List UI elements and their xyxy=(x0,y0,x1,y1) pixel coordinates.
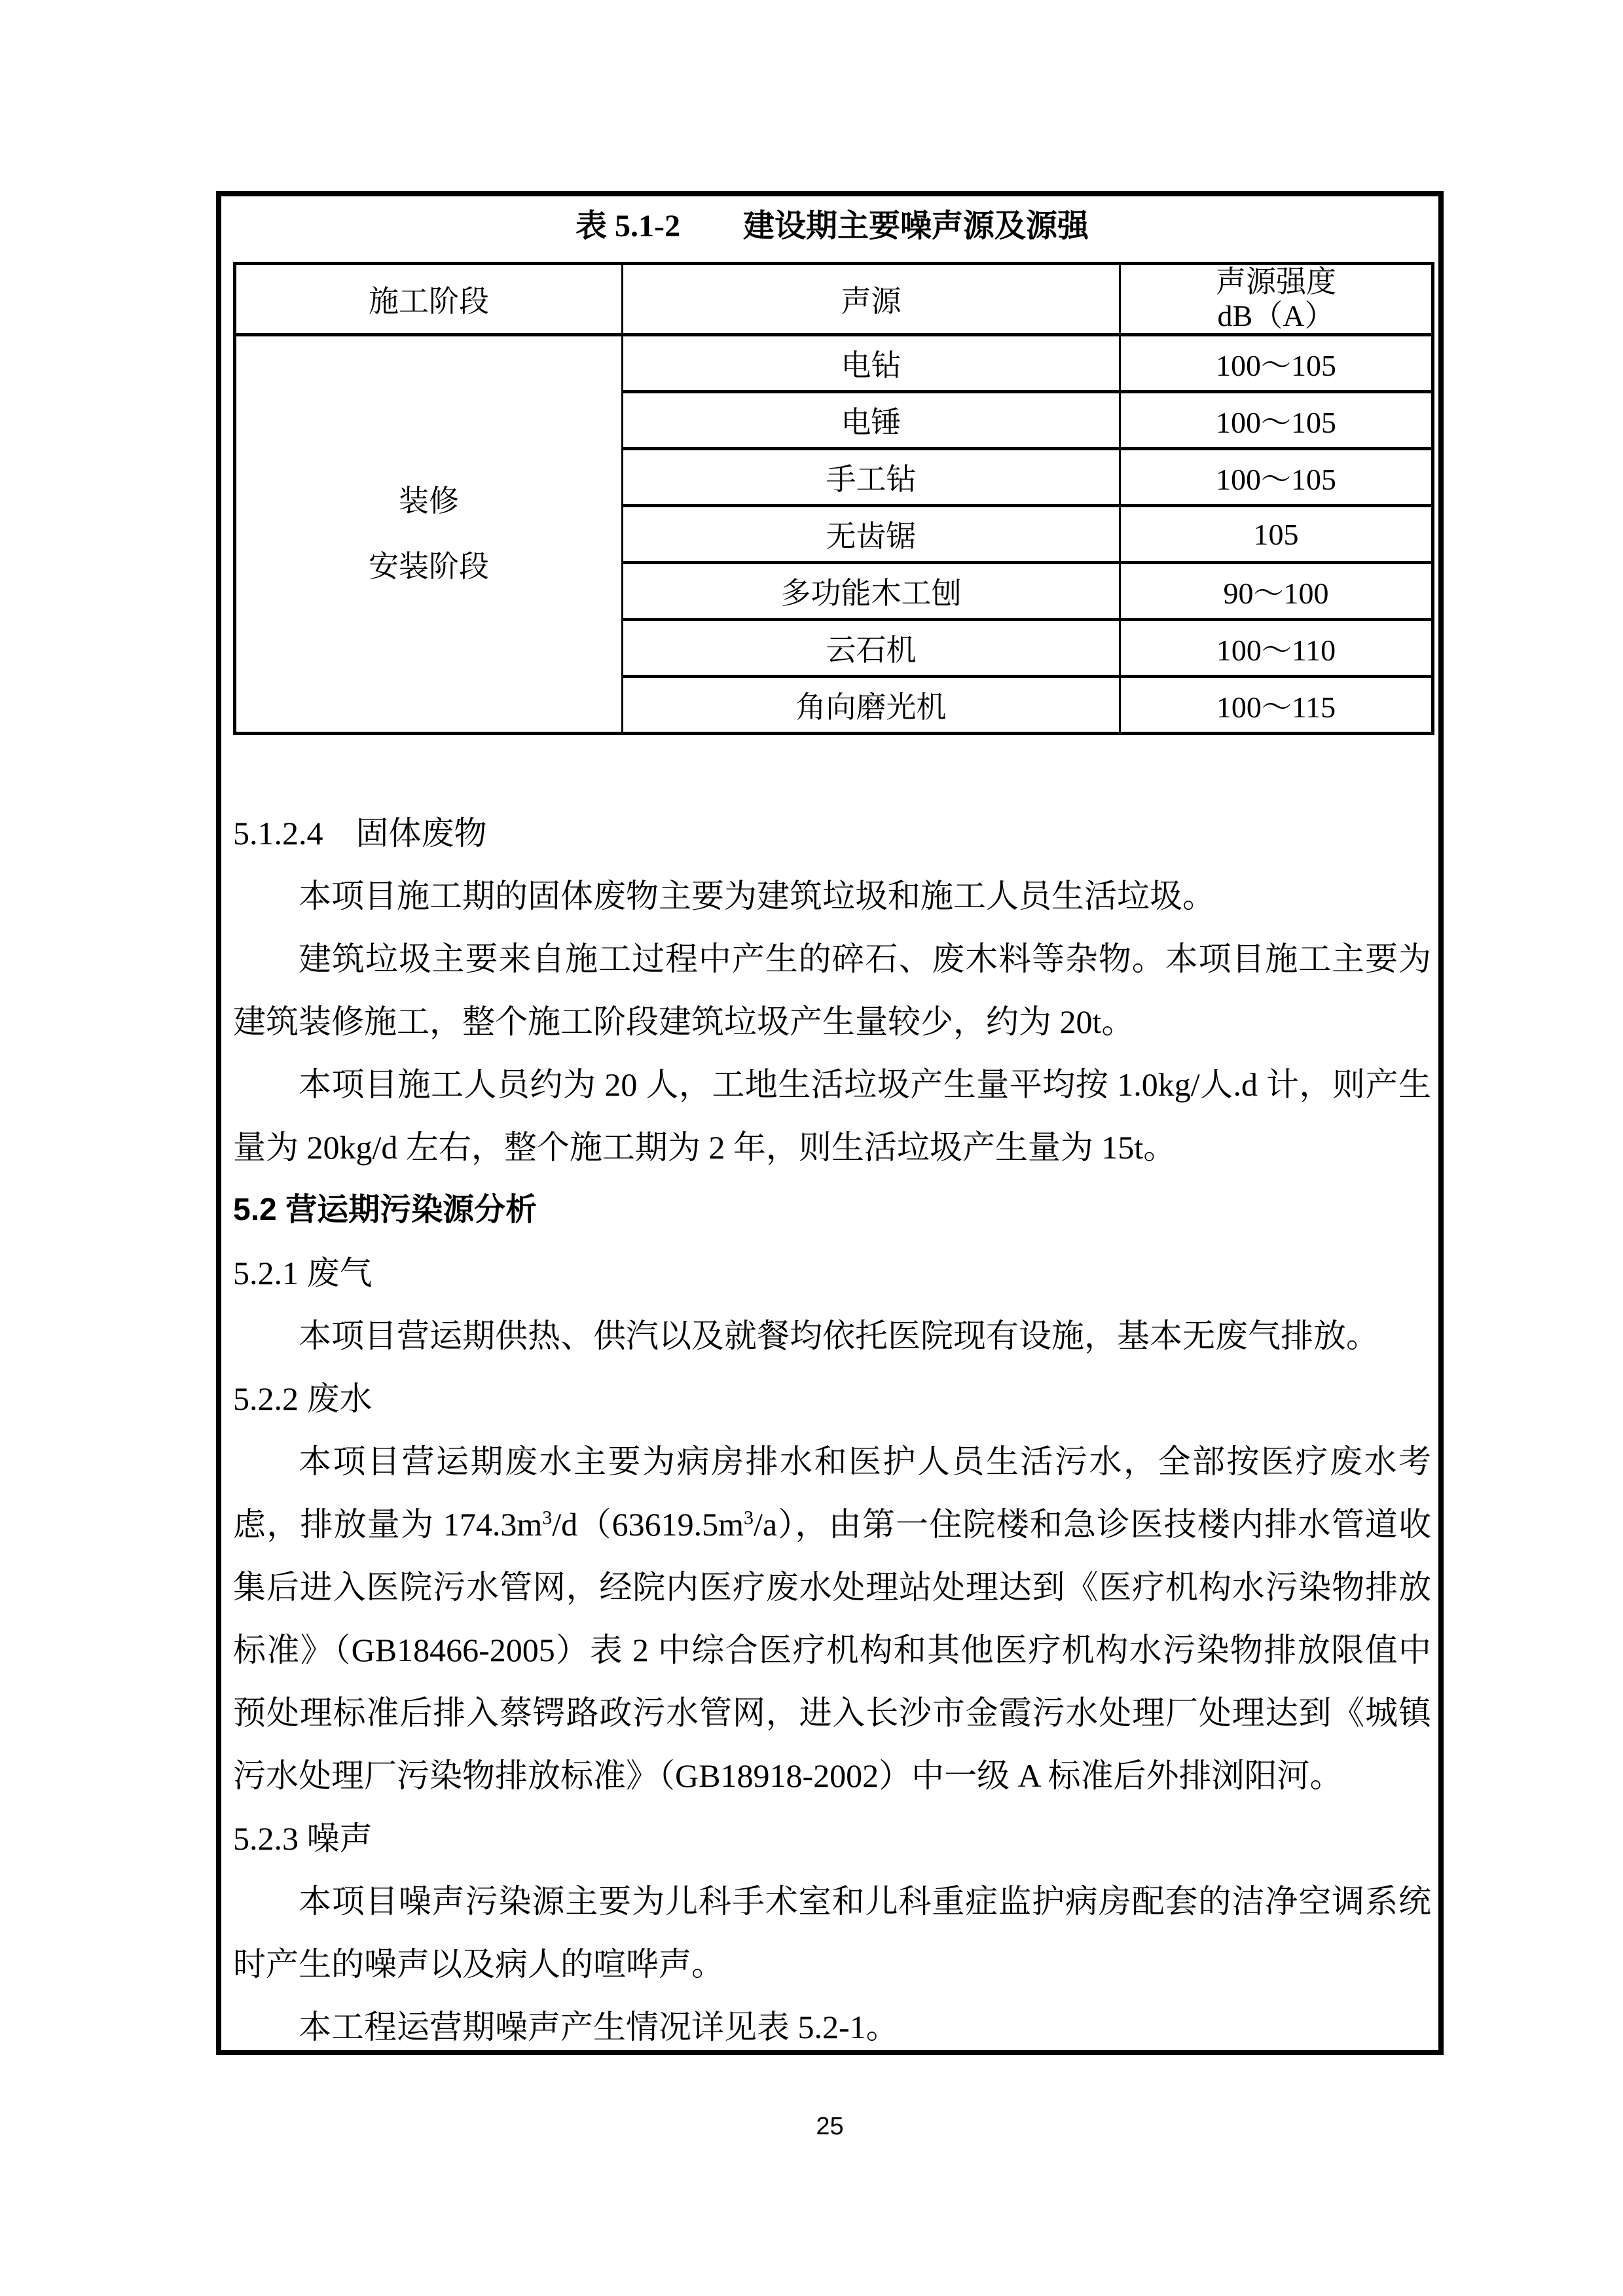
level-cell: 100～110 xyxy=(1120,620,1433,677)
phase-line2: 安装阶段 xyxy=(369,550,489,583)
level-cell: 100～105 xyxy=(1120,335,1433,392)
table-header-row xyxy=(235,264,1433,335)
phase-cell xyxy=(235,335,623,734)
page-content xyxy=(233,196,1431,2058)
level-cell: 105 xyxy=(1120,506,1433,563)
page-number: 25 xyxy=(816,2113,844,2140)
level-cell: 100～105 xyxy=(1120,449,1433,506)
source-cell: 云石机 xyxy=(623,620,1120,677)
paragraph-solid-waste-2: 建筑垃圾主要来自施工过程中产生的碎石、废木料等杂物。本项目施工主要为建筑装修施工，整个施工阶段建筑垃圾产生量较少，约为 20t。 xyxy=(233,941,1431,1040)
paragraph-noise-1: 本项目噪声污染源主要为儿科手术室和儿科重症监护病房配套的洁净空调系统时产生的噪声以及病人的喧哗声。 xyxy=(233,1883,1431,1982)
page-border-frame xyxy=(216,191,1444,2055)
paragraph-waste-gas: 本项目营运期供热、供汽以及就餐均依托医院现有设施，基本无废气排放。 xyxy=(299,1318,1379,1354)
source-cell: 手工钻 xyxy=(623,449,1120,506)
heading-5-1-2-4: 5.1.2.4 固体废物 xyxy=(233,815,487,852)
paragraph-noise-2: 本工程运营期噪声产生情况详见表 5.2-1。 xyxy=(299,2009,899,2045)
source-cell: 角向磨光机 xyxy=(623,677,1120,734)
header-source-level xyxy=(1120,264,1433,335)
noise-source-table xyxy=(233,262,1434,735)
header-sound-source: 声源 xyxy=(623,264,1120,335)
heading-5-2: 5.2 营运期污染源分析 xyxy=(233,1193,538,1227)
table-title-number: 表 5.1-2 xyxy=(575,209,680,243)
table-row xyxy=(235,335,1433,392)
phase-line1: 装修 xyxy=(399,484,459,518)
source-cell: 多功能木工刨 xyxy=(623,563,1120,620)
table-title xyxy=(233,207,1431,246)
paragraph-solid-waste-3: 本项目施工人员约为 20 人，工地生活垃圾产生量平均按 1.0kg/人.d 计，则产生量为 20kg/d 左右，整个施工期为 2 年，则生活垃圾产生量为 15t。 xyxy=(233,1066,1431,1166)
header-source-level-line2: dB（A） xyxy=(1217,299,1335,332)
header-source-level-line1: 声源强度 xyxy=(1216,265,1336,298)
level-cell: 100～115 xyxy=(1120,677,1433,734)
paragraph-waste-water: 本项目营运期废水主要为病房排水和医护人员生活污水，全部按医疗废水考虑，排放量为 $174.3m^3/d(63619.5m^3/a)$，由第一住院楼和急诊医技楼内排水管道收集后进入医院污水管网，经院内医疗废水处理站处理达到《医疗机构水污染物排放标准》（GB18466-2005）表 2 中综合医疗机构和其他医疗机构水污染物排放限值中预处理标准后排入蔡锷路政污水管网，进入长沙市金霞污水处理厂处理达到《城镇污水处理厂污染物排放标准》（GB18918-2002）中一级 A 标准后外排浏阳河。 xyxy=(233,1443,1431,1794)
table-title-text: 建设期主要噪声源及源强 xyxy=(742,209,1089,243)
heading-5-2-3: 5.2.3 噪声 xyxy=(233,1820,373,1857)
source-cell: 电钻 xyxy=(623,335,1120,392)
source-cell: 无齿锯 xyxy=(623,506,1120,563)
body-text xyxy=(233,802,1431,2058)
heading-5-2-2: 5.2.2 废水 xyxy=(233,1380,373,1417)
heading-5-2-1: 5.2.1 废气 xyxy=(233,1255,373,1291)
level-cell: 100～105 xyxy=(1120,392,1433,449)
level-cell: 90～100 xyxy=(1120,563,1433,620)
source-cell: 电锤 xyxy=(623,392,1120,449)
paragraph-solid-waste-1: 本项目施工期的固体废物主要为建筑垃圾和施工人员生活垃圾。 xyxy=(299,878,1215,914)
header-construction-phase: 施工阶段 xyxy=(235,264,623,335)
